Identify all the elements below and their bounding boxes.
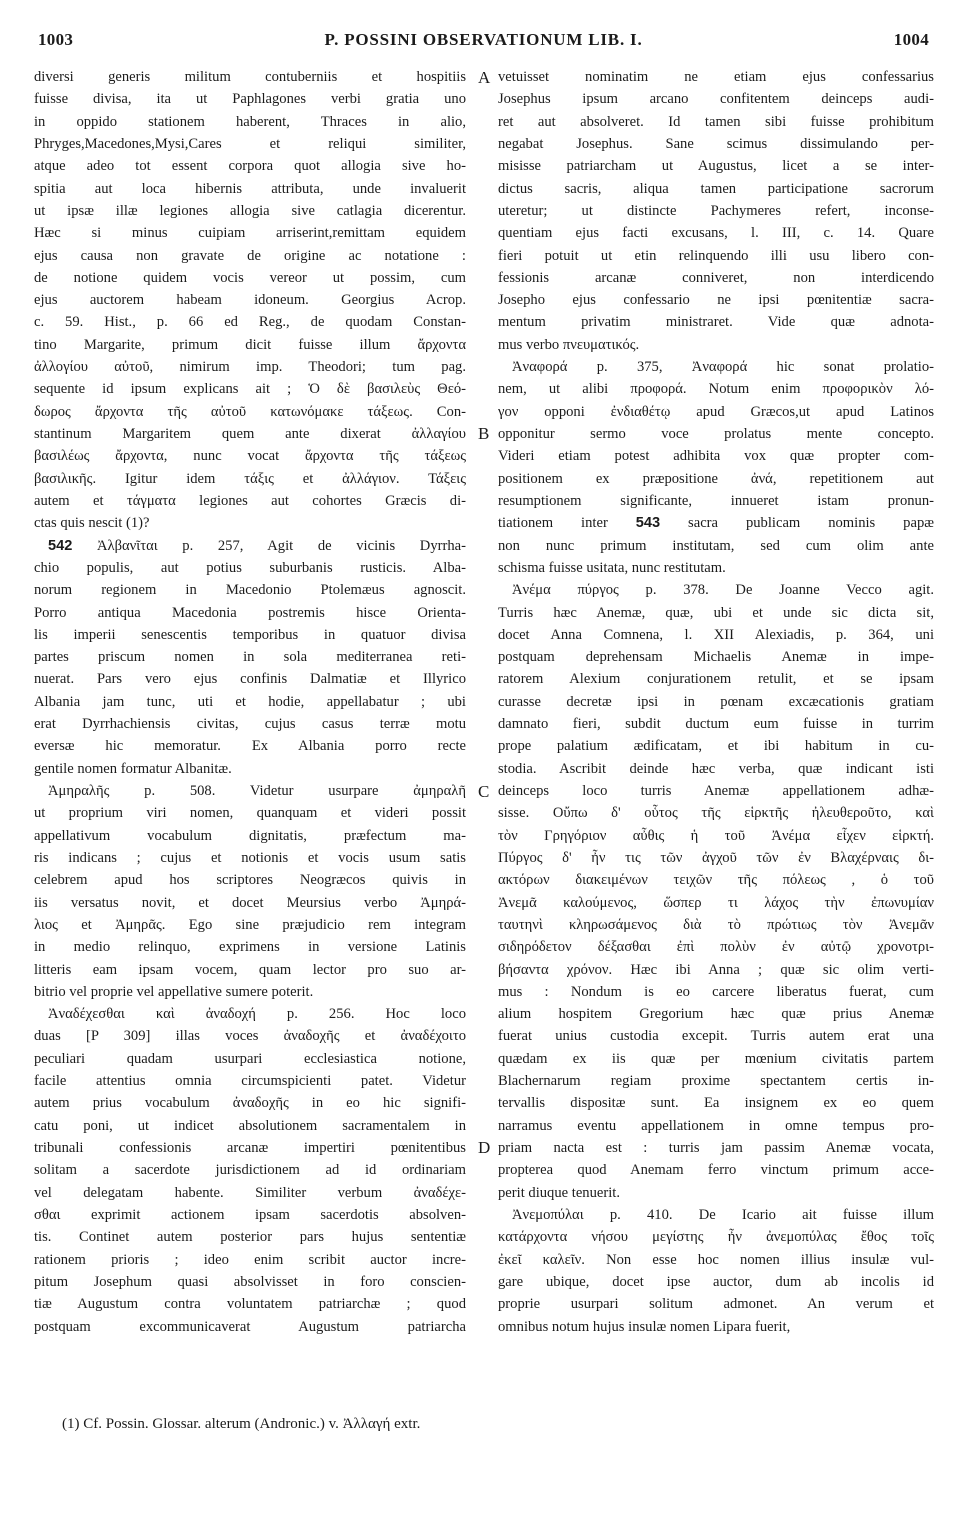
text-line: quentiam ejus facti excusans, l. III, c. 14. Quare — [498, 225, 934, 242]
text-line: τὸν Γρηγόριον αὖθις ἡ τοῦ Ἀνέμα εἶχεν εἱρκτή. — [498, 827, 934, 844]
text-line: ratorem Alexium conjurationem retulit, et se ipsam — [498, 671, 934, 688]
text-line: rationem prioris ; ideo enim scribit auctor incre- — [34, 1251, 466, 1268]
text-line: σθαι exprimit actionem ipsam sacerdotis absolven- — [34, 1206, 466, 1223]
text-line: uteretur; ut distincte Pachymeres refert, inconse- — [498, 202, 934, 219]
text-line: solitam a sacerdote jurisdictionem ad id ordinariam — [34, 1162, 466, 1179]
text-line: appellativum vocabulum dignitatis, præfectum ma- — [34, 827, 466, 844]
text-line: tribunali confessionis arcanæ impertiri pœnitentibus — [34, 1140, 466, 1156]
text-line: Ἀνεμᾶ καλούμενος, ὥσπερ τι λάχος τὴν ἐπωνυμίαν — [498, 894, 934, 911]
text-line: Josephus ipsum arcano confitentem deinceps audi- — [498, 91, 934, 108]
text-line: ret aut absolveret. Id tamen sibi fuisse prohibitum — [498, 113, 934, 130]
section-marker-b: B — [478, 424, 490, 443]
text-line: narramus eventu appellationem in omne tempus pro- — [498, 1117, 934, 1134]
text-line: fuerat unius custodia excepit. Turris autem erat una — [498, 1028, 934, 1045]
left-column — [34, 66, 466, 1338]
text-line: autem prius vocabulum ἀναδοχῆς in eo hic signifi- — [34, 1095, 466, 1112]
text-line: βασιλικῆς. Igitur idem τάξις et ἀλλάγιον. Τάξεις — [34, 470, 466, 487]
text-line: mus verbo πνευματικός. — [498, 336, 640, 353]
text-line: omnibus notum hujus insulæ nomen Lipara fuerit, — [498, 1318, 791, 1335]
text-line: facile attentius omnia circumspicienti patet. Videtur — [34, 1073, 466, 1090]
text-line: mentum privatim ministraret. Vide quæ adnota- — [498, 314, 934, 331]
text-line: tiæ Augustum contra voluntatem patriarchæ ; quod — [34, 1296, 466, 1313]
text-line: Ἀνέμα πύργος p. 378. De Joanne Vecco agit. — [512, 582, 934, 599]
text-line: ακτόρων διακειμένων τειχῶν τῆς πόλεως , ὁ τοῦ — [498, 872, 934, 889]
text-line: chio populis, aut potius suburbanis rusticis. Alba- — [34, 559, 466, 576]
text-line: pitum Josephum quasi absolvisset in foro conscien- — [34, 1273, 466, 1290]
text-line: Hæc si minus cuipiam arriserint,remittam equidem — [34, 225, 466, 242]
text-line: 542 Ἀλβανῖται p. 257, Agit de vicinis Dyrrha- — [48, 537, 466, 554]
text-line: σιδηρόδετον δέξασθαι ἐπὶ πολὺν ἐν αὐτῷ χρονοτρι- — [498, 939, 934, 956]
text-line: prope palatium ædificatam, et ibi habitum in cu- — [498, 738, 934, 755]
text-line: gentile nomen formatur Albanitæ. — [34, 760, 232, 777]
text-line: alium hospitem Gregorium hæc quæ prius Anemæ — [498, 1006, 934, 1023]
text-line: positionem ex præpositione ἀνά, repetitionem aut — [498, 470, 934, 487]
text-line: vetuisset nominatim ne etiam ejus confessarius — [498, 69, 934, 85]
text-line: perit diuque tenuerit. — [498, 1184, 620, 1201]
text-line: postquam deprehensam Michaelis Anemæ in impe- — [498, 649, 934, 666]
text-line: docet Anna Comnena, l. XII Alexiadis, p. 364, uni — [498, 626, 934, 643]
text-line: λιος et Ἀμηρᾶς. Ego sine præjudicio rem integram — [34, 916, 466, 933]
text-line: ἀλλογίου αὐτοῦ, nimirum imp. Theodori; tum pag. — [34, 359, 466, 376]
text-line: tino Margarite, primum dicit fuisse illum ἄρχοντα — [34, 336, 466, 353]
text-line: partes priscum nomen in sola mediterranea reti- — [34, 649, 466, 666]
page-ref-number: 543 — [635, 515, 661, 532]
section-marker-d: D — [478, 1138, 491, 1157]
text-line: erat Dyrrhachiensis civitas, cujus casus terræ motu — [34, 716, 466, 733]
section-marker-c: C — [478, 782, 490, 801]
page-ref-number: 542 — [48, 537, 73, 554]
text-line: ut proprium viri nomen, quanquam et videri possit — [34, 805, 466, 822]
text-line: ταυτηνὶ κληρωσάμενος διὰ τὸ πρώτιως τὸν Ἀνεμᾶν — [498, 916, 934, 933]
text-line: resumptionem significante, innueret istam pronun- — [498, 492, 934, 509]
text-line: propterea quod Anemam ferro vinctum primum acce- — [498, 1162, 934, 1179]
running-title: P. POSSINI OBSERVATIONUM LIB. I. — [324, 30, 643, 49]
text-line: βασιλέως ἄρχοντα, nunc vocat ἄρχοντα τῆς τάξεως — [34, 448, 466, 465]
text-line: damnato fieri, subdit ductum eum fuisse in turrim — [498, 716, 934, 733]
text-line: Turris hæc Anemæ, quæ, ubi et unde sic dicta sit, — [498, 604, 934, 621]
text-line: Albania jam tunc, uti et hodie, appellabatur ; ubi — [34, 693, 466, 710]
text-line: in oppido stationem haberent, Thraces in alio, — [34, 113, 466, 130]
text-line: opponitur sermo voce prolatus mente concepto. — [498, 426, 934, 442]
text-line: vel delegatam habente. Similiter verbum ἀναδέχε- — [34, 1184, 466, 1201]
section-marker-a: A — [478, 68, 491, 87]
footnote: (1) Cf. Possin. Glossar. alterum (Andronic.) v. Ἀλλαγή extr. — [62, 1416, 421, 1432]
text-line: eversæ hic memoratur. Ex Albania porro recte — [34, 738, 466, 755]
text-line: peculiari quadam usurpari ecclesiastica notione, — [34, 1050, 466, 1067]
text-line: ut ipsæ illæ legiones allogia sive catlagia dicerentur. — [34, 202, 466, 219]
text-line: Blachernarum regiam proxime spectantem certis in- — [498, 1073, 934, 1090]
text-line: in medio relinquo, exprimens in versione Latinis — [34, 939, 466, 956]
text-line: non nunc primum institutam, sed cum olim ante — [498, 537, 934, 554]
text-line: fieri potuit ut etin relinquendo illi usu libero con- — [498, 247, 934, 264]
text-line: ctas quis nescit (1)? — [34, 515, 150, 532]
text-line: proprie usurpari solitum admonet. An verum et — [498, 1296, 934, 1313]
page-number-left: 1003 — [38, 30, 74, 49]
text-line: Ἀναφορά p. 375, Ἀναφορά hic sonat prolatio- — [512, 359, 934, 376]
text-line: celebrem apud hos scriptores Neogræcos quivis in — [34, 872, 466, 889]
text-line: nem, ut alibi προφορά. Notum enim προφορικὸν λό- — [498, 381, 934, 398]
text-line: misisse patriarcham ut Augustus, licet a se inter- — [498, 158, 934, 175]
text-line: fuisse divisa, ita ut Paphlagones verbi gratia uno — [34, 91, 466, 108]
text-line: stantinum Margaritem quem ante dixerat ἀλλαγίου — [34, 426, 466, 442]
text-line: ἐκεῖ καλεῖν. Non esse hoc nomen illius insulæ vul- — [498, 1251, 934, 1268]
text-line: negabat Josephus. Sane scimus dissimulando per- — [498, 135, 934, 152]
text-line: Phryges,Macedones,Mysi,Cares et reliqui similiter, — [34, 135, 466, 152]
text-line: gare ubique, docet ipse auctor, dum ab incolis id — [498, 1273, 934, 1290]
text-line: sisse. Οὔπω δ' οὗτος τῆς εἱρκτῆς ἠλευθεροῦτο, καὶ — [498, 805, 934, 822]
text-line: ejus causa non gravate de origine ac notatione : — [34, 247, 466, 264]
text-line: quædam ex iis quæ per mœnium civitatis partem — [498, 1050, 934, 1067]
text-line: de notione quidem vocis vereor ut possim, cum — [34, 269, 466, 286]
text-line: mus : Nondum is eo carcere liberatus fuerat, cum — [498, 983, 934, 1000]
text-line: catu poni, ut indicet absolutionem sacramentalem in — [34, 1117, 466, 1134]
text-line: tiationem inter 543 sacra publicam nominis papæ — [498, 515, 934, 532]
text-line: c. 59. Hist., p. 66 ed Reg., de quodam Constan- — [34, 314, 466, 331]
text-line: deinceps loco turris Anemæ appellationem adhæ- — [498, 783, 934, 799]
text-line: schisma fuisse usitata, nunc restitutam. — [498, 559, 726, 576]
page-header — [38, 30, 929, 56]
text-line: iis versatus novit, et docet Meursius verbo Ἀμηρά- — [34, 894, 466, 911]
text-line: βήσαντα χρόνον. Hæc ibi Anna ; quæ sic olim verti- — [498, 961, 934, 978]
text-line: Ἀνεμοπύλαι p. 410. De Icario ait fuisse illum — [512, 1206, 934, 1223]
text-line: atque adeo tot essent corpora quot allogia sive ho- — [34, 158, 466, 175]
text-line: litteris eam ipsam vocem, quam lector pro suo ar- — [34, 961, 466, 978]
text-line: stodia. Ascribit deinde hæc verba, quæ indicant isti — [498, 760, 934, 777]
text-line: diversi generis militum contuberniis et hospitiis — [34, 69, 466, 85]
text-line: fessionis arcanæ conniveret, non interdicendo — [498, 269, 934, 286]
text-line: Ἀναδέχεσθαι καὶ ἀναδοχή p. 256. Hoc loco — [48, 1006, 466, 1023]
text-line: Πύργος δ' ἦν τις τῶν ἀγχοῦ τῶν ἐν Βλαχέρναις δι- — [498, 849, 934, 866]
page-number-right: 1004 — [893, 30, 929, 49]
text-line: lis imperii senescentis temporibus in quatuor divisa — [34, 626, 466, 643]
text-line: tervallis dispositæ sunt. Ea insignem ex eo quem — [498, 1095, 934, 1112]
text-line: ris indicans ; cujus et notionis et vocis usum satis — [34, 849, 466, 866]
text-line: sequente id ipsum explicans ait ; Ὁ δὲ βασιλεὺς Θεό- — [34, 381, 466, 398]
text-line: dictus sacris, aliqua tamen participatione sacrorum — [498, 180, 934, 197]
text-line: postquam excommunicaverat Augustum patriarcha — [34, 1318, 466, 1335]
text-line: nuerat. Pars vero ejus confinis Dalmatiæ et Illyrico — [34, 671, 466, 688]
text-line: norum regionem in Macedonio Ptolemæus agnoscit. — [34, 582, 466, 599]
text-line: Videri etiam potest adhibita vox quæ propter com- — [498, 448, 934, 465]
text-line: autem et τάγματα legiones aut cohortes Græcis di- — [34, 492, 466, 509]
text-line: Porro antiqua Macedonia postremis hisce Orienta- — [34, 604, 466, 621]
text-line: κατάρχοντα νήσου μεγίστης ἦν ἀνεμοπύλας ἔθος τοῖς — [498, 1229, 934, 1246]
text-line: spitia aut loca hibernis attributa, unde invaluerit — [34, 180, 466, 197]
text-line: Ἀμηραλῆς p. 508. Videtur usurpare ἀμηραλῆ — [48, 783, 466, 799]
text-line: Josepho ejus confessario ne ipsi pœnitentiæ sacra- — [498, 292, 934, 309]
text-line: bitrio vel proprie vel appellative sumere poterit. — [34, 983, 314, 1000]
right-column — [498, 66, 934, 1338]
text-line: δωρος ἄρχοντα τῆς αὐτοῦ κατωνόμακε τάξεως. Con- — [34, 403, 466, 420]
text-line: tis. Continet autem posterior pars hujus sententiæ — [34, 1229, 466, 1246]
text-line: priam nacta est : turris jam passim Anemæ vocata, — [498, 1140, 934, 1156]
text-line: ejus auctorem habeam idoneum. Georgius Acrop. — [34, 292, 466, 309]
text-line: curasse decretæ ipsi in pœnam excæcationis gratiam — [498, 693, 934, 710]
text-line: duas [P 309] illas voces ἀναδοχῆς et ἀναδέχοιτο — [34, 1028, 466, 1045]
text-line: γον opponi ἐνδιαθέτῳ apud Græcos,ut apud Latinos — [498, 403, 934, 420]
